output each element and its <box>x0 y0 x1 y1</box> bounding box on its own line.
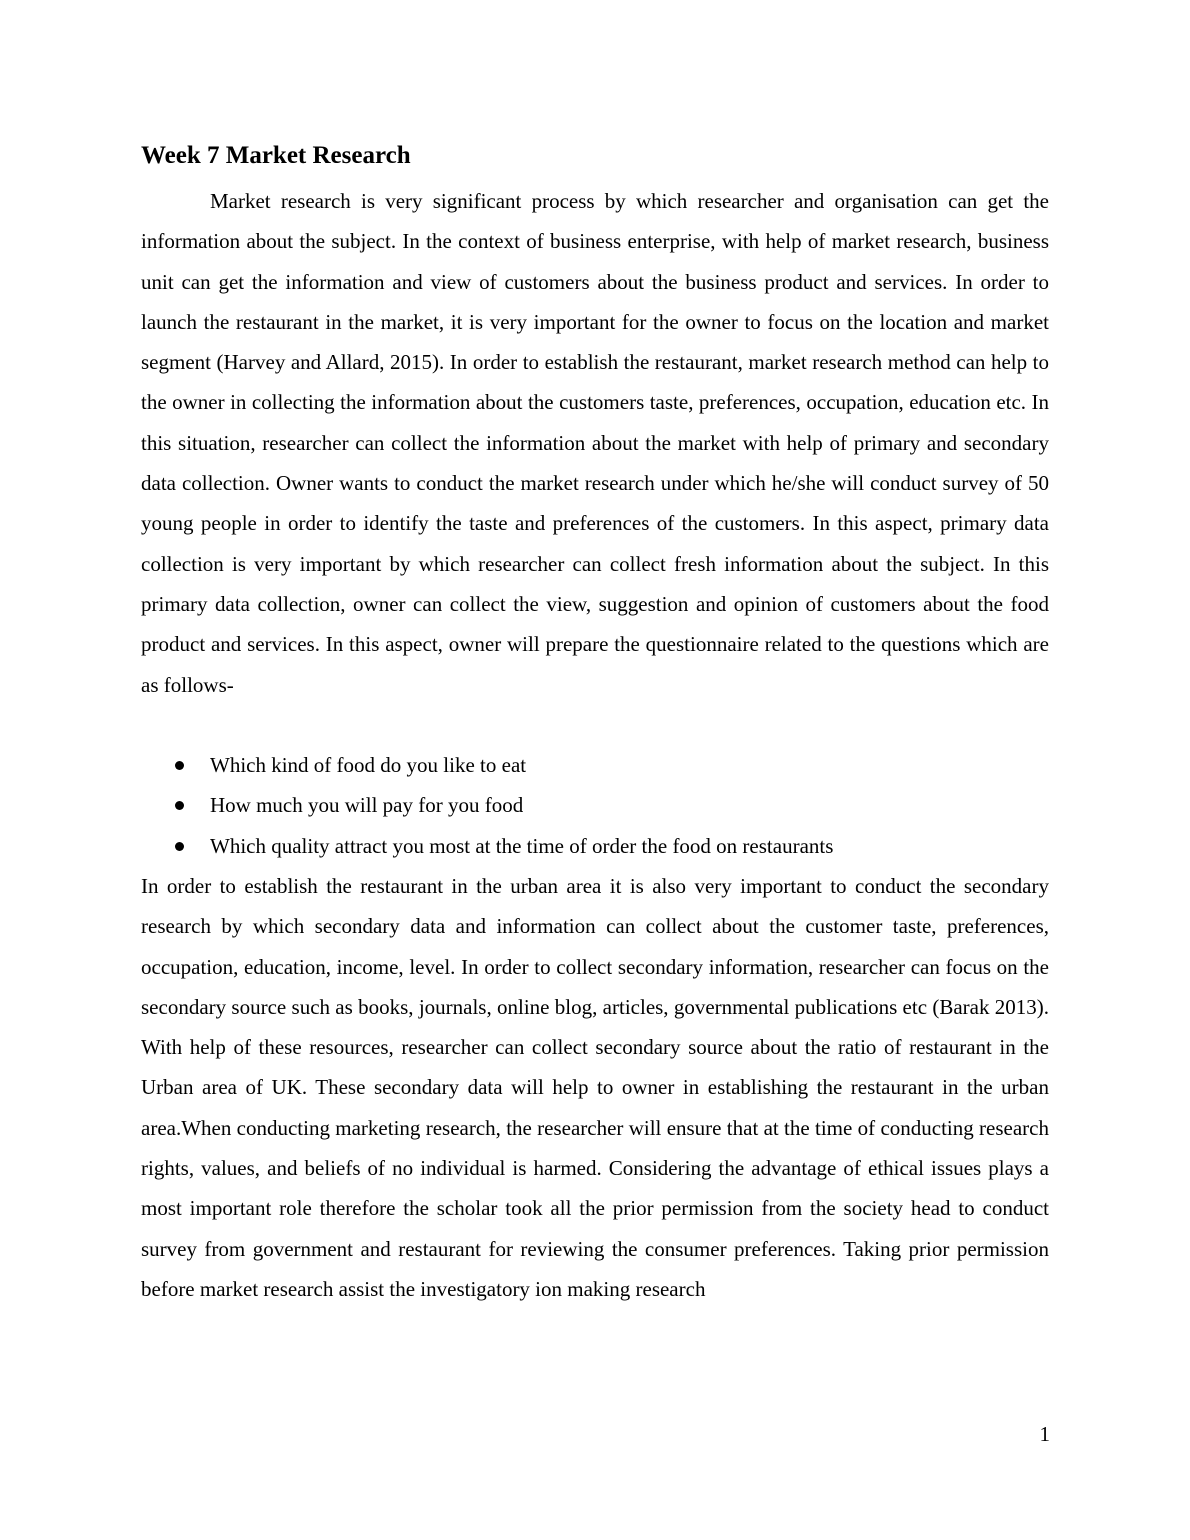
page-title: Week 7 Market Research <box>141 142 411 169</box>
secondary-research-paragraph: In order to establish the restaurant in the urban area it is also very important to conduct the secondary research by which secondary data and information can collect about the customer taste, preferences, occupation, education, income, level. In order to collect secondary information, researcher can focus on the secondary source such as books, journals, online blog, articles, governmental publications etc (Barak 2013). With help of these resources, researcher can collect secondary source about the ratio of restaurant in the Urban area of UK. These secondary data will help to owner in establishing the restaurant in the urban area.When conducting marketing research, the researcher will ensure that at the time of conducting research rights, values, and beliefs of no individual is harmed. Considering the advantage of ethical issues plays a most important role therefore the scholar took all the prior permission from the society head to conduct survey from government and restaurant for reviewing the consumer preferences. Taking prior permission before market research assist the investigatory ion making research <box>141 874 1049 1301</box>
intro-paragraph: Market research is very significant process by which researcher and organisation can get the information about the subject. In the context of business enterprise, with help of market research, business unit can get the information and view of customers about the business product and services. In order to launch the restaurant in the market, it is very important for the owner to focus on the location and market segment (Harvey and Allard, 2015). In order to establish the restaurant, market research method can help to the owner in collecting the information about the customers taste, preferences, occupation, education etc. In this situation, researcher can collect the information about the market with help of primary and secondary data collection. Owner wants to conduct the market research under which he/she will conduct survey of 50 young people in order to identify the taste and preferences of the customers. In this aspect, primary data collection is very important by which researcher can collect fresh information about the subject. In this primary data collection, owner can collect the view, suggestion and opinion of customers about the food product and services. In this aspect, owner will prepare the questionnaire related to the questions which are as follows- <box>141 189 1049 697</box>
page-number: 1 <box>1039 1422 1050 1446</box>
bullet-icon <box>175 761 184 770</box>
list-item-text: How much you will pay for you food <box>210 793 524 818</box>
list-item <box>141 745 1049 785</box>
list-item-text: Which quality attract you most at the time of order the food on restaurants <box>210 833 834 858</box>
bullet-icon <box>175 801 184 810</box>
question-list <box>141 745 1049 866</box>
list-item <box>141 785 1049 825</box>
list-item <box>141 826 1049 866</box>
list-item-text: Which kind of food do you like to eat <box>210 753 527 777</box>
bullet-icon <box>175 842 184 851</box>
